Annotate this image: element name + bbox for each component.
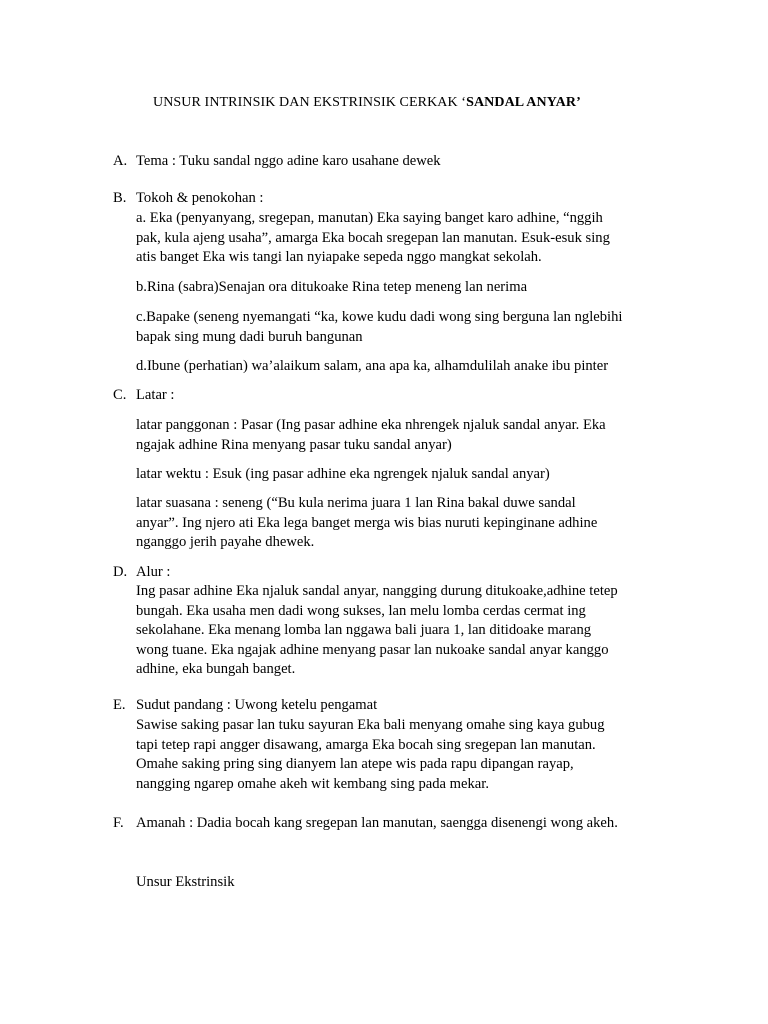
tokoh-eka-line: a. Eka (penyanyang, sregepan, manutan) Eka saying banget karo adhine, “nggih: [136, 210, 603, 226]
sudut-pandang-line: Sawise saking pasar lan tuku sayuran Eka bali menyang omahe sing kaya gubug: [136, 717, 605, 733]
section-a-text: Tema : Tuku sandal nggo adine karo usahane dewek: [136, 153, 441, 169]
latar-panggonan-paragraph: [136, 416, 606, 455]
sudut-pandang-line: Omahe saking pring sing dianyem lan atepe wis pada rapu dipangan rayap,: [136, 756, 574, 773]
section-b-heading: Tokoh & penokohan :: [136, 190, 264, 206]
tokoh-bapake-line: c.Bapake (seneng nyemangati “ka, kowe kudu dadi wong sing berguna lan nglebihi: [136, 309, 623, 325]
alur-line: bungah. Eka usaha men dadi wong sukses, lan melu lomba cerdas cermat ing: [136, 602, 586, 619]
tokoh-bapake-line: bapak sing mung dadi buruh bangunan: [136, 328, 363, 345]
sudut-pandang-paragraph: [136, 716, 605, 794]
latar-panggonan-line: latar panggonan : Pasar (Ing pasar adhine eka nhrengek njaluk sandal anyar. Eka: [136, 417, 606, 433]
tokoh-eka-paragraph: [136, 209, 610, 268]
tokoh-ibune: d.Ibune (perhatian) wa’alaikum salam, ana apa ka, alhamdulilah anake ibu pinter: [136, 358, 609, 374]
section-b-marker: B.: [113, 190, 127, 206]
section-f-marker: F.: [113, 815, 124, 831]
alur-line: adhine, eka bungah banget.: [136, 661, 296, 678]
tokoh-eka-line: pak, kula ajeng usaha”, amarga Eka bocah sregepan lan manutan. Esuk-esuk sing: [136, 229, 610, 246]
sudut-pandang-line: nangging ngarep omahe akeh wit kembang sing pada mekar.: [136, 775, 489, 792]
alur-line: sekolahane. Eka menang lomba lan nggawa bali juara 1, lan ditidoake marang: [136, 622, 592, 639]
latar-wektu: latar wektu : Esuk (ing pasar adhine eka ngrengek njaluk sandal anyar): [136, 466, 550, 482]
alur-line: Ing pasar adhine Eka njaluk sandal anyar, nangging durung ditukoake,adhine tetep: [136, 583, 618, 599]
latar-suasana-line: nganggo jerih payahe dhewek.: [136, 534, 315, 551]
section-e-heading: Sudut pandang : Uwong ketelu pengamat: [136, 697, 378, 713]
section-c-marker: C.: [113, 387, 127, 403]
section-d-marker: D.: [113, 564, 128, 580]
ekstrinsik-heading: Unsur Ekstrinsik: [136, 874, 235, 890]
sudut-pandang-line: tapi tetep rapi angger disawang, amarga Eka bocah sing sregepan lan manutan.: [136, 736, 596, 753]
section-d-heading: Alur :: [136, 564, 171, 580]
section-c-heading: Latar :: [136, 387, 175, 403]
latar-panggonan-line: ngajak adhine Rina menyang pasar tuku sandal anyar): [136, 436, 452, 453]
section-e-marker: E.: [113, 697, 126, 713]
section-a-marker: A.: [113, 153, 128, 169]
latar-suasana-line: anyar”. Ing njero ati Eka lega banget merga wis bias nuruti kepinginane adhine: [136, 514, 598, 531]
tokoh-rina: b.Rina (sabra)Senajan ora ditukoake Rina tetep meneng lan nerima: [136, 279, 528, 295]
alur-paragraph: [136, 582, 618, 680]
title-prefix: UNSUR INTRINSIK DAN EKSTRINSIK CERKAK ‘: [153, 95, 467, 110]
title-suffix: ’: [576, 95, 581, 110]
section-f-text: Amanah : Dadia bocah kang sregepan lan manutan, saengga disenengi wong akeh.: [136, 815, 618, 831]
tokoh-bapake-paragraph: [136, 308, 622, 347]
page-title: [153, 93, 581, 113]
latar-suasana-paragraph: [136, 494, 597, 553]
tokoh-eka-line: atis banget Eka wis tangi lan nyiapake sepeda nggo mangkat sekolah.: [136, 249, 542, 266]
title-bold: SANDAL ANYAR: [466, 95, 577, 110]
alur-line: wong tuane. Eka ngajak adhine menyang pasar lan nukoake sandal anyar kanggo: [136, 641, 609, 658]
latar-suasana-line: latar suasana : seneng (“Bu kula nerima juara 1 lan Rina bakal duwe sandal: [136, 495, 576, 511]
